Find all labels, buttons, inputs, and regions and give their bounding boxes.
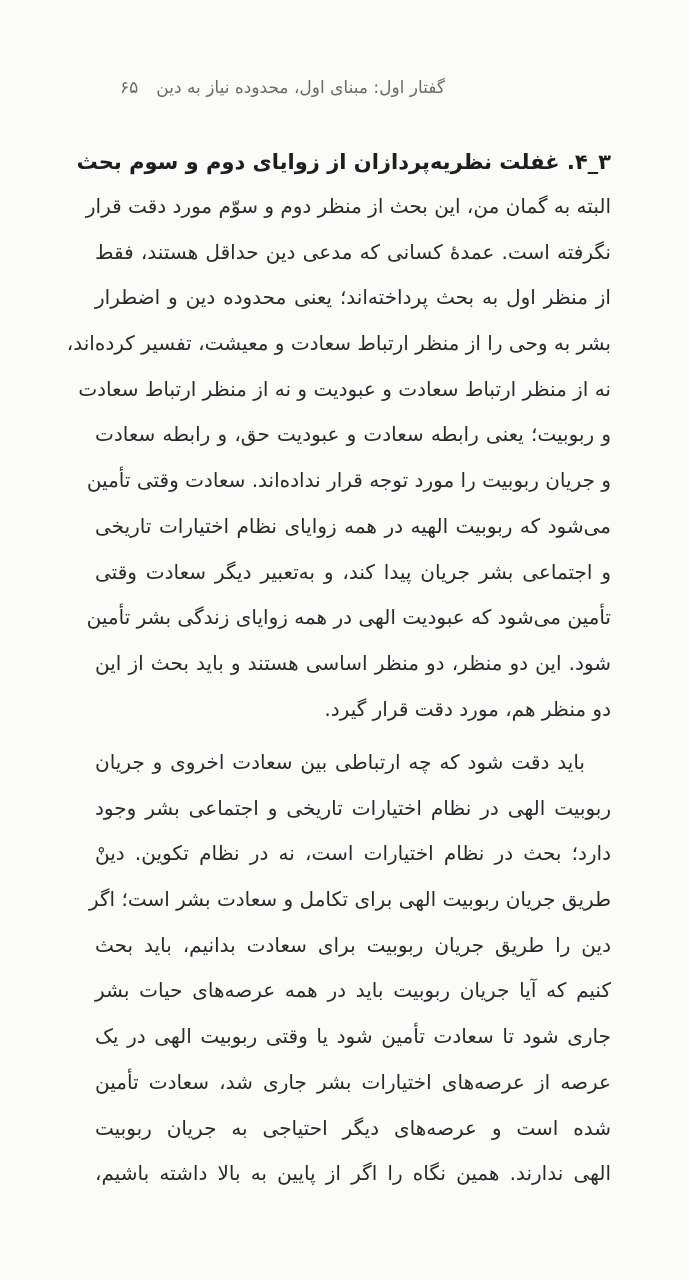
text-line: تأمین می‌شود که عبودیت الهی در همه زوایای زندگی بشر تأمین — [86, 605, 611, 630]
text-line: بشر به وحی را از منظر ارتباط سعادت و معیشت، تفسیر کرده‌اند، — [66, 331, 611, 356]
running-title: گفتار اول: مبنای اول، محدوده نیاز به دین — [156, 78, 445, 98]
text-line: از منظر اول به بحث پرداخته‌اند؛ یعنی محدوده دین و اضطرار — [95, 285, 611, 310]
text-line: دو منظر هم، مورد دقت قرار گیرد. — [324, 696, 611, 721]
text-line: ربوبیت الهی در نظام اختیارات تاریخی و اجتماعی بشر وجود — [95, 795, 611, 820]
text-line: طریق جریان ربوبیت الهی برای تکامل و سعادت بشر است؛ اگر — [89, 887, 611, 912]
text-line: البته به گمان من، این بحث از منظر دوم و سوّم مورد دقت قرار — [85, 194, 611, 218]
text-line: و ربوبیت؛ یعنی رابطه سعادت و عبودیت حق، و رابطه سعادت — [95, 422, 611, 447]
text-line: عرصه از عرصه‌های اختیارات بشر جاری شد، سعادت تأمین — [95, 1069, 611, 1094]
text-line: نه از منظر ارتباط سعادت و عبودیت و نه از منظر ارتباط سعادت — [78, 376, 611, 401]
text-line: جاری شود تا سعادت تأمین شود یا وقتی ربوبیت الهی در یک — [95, 1024, 611, 1049]
text-line: نگرفته است. عمدهٔ کسانی که مدعی دین حداقل هستند، فقط — [95, 239, 611, 264]
text-line: شده است و عرصه‌های دیگر احتیاجی به جریان ربوبیت — [95, 1115, 611, 1140]
text-line: و جریان ربوبیت را مورد توجه قرار نداده‌اند. سعادت وقتی تأمین — [86, 468, 611, 493]
text-line: می‌شود که ربوبیت الهیه در همه زوایای نظام اختیارات تاریخی — [95, 513, 611, 538]
text-line: شود. این دو منظر، دو منظر اساسی هستند و باید بحث از این — [95, 650, 611, 675]
text-line: و اجتماعی بشر جریان پیدا کند، و به‌تعبیر دیگر سعادت وقتی — [95, 559, 611, 584]
section-heading: ۳_۴. غفلت نظریه‌پردازان از زوایای دوم و سوم بحث — [76, 150, 611, 174]
text-line: کنیم که آیا جریان ربوبیت باید در همه عرصه‌های حیات بشر — [95, 978, 611, 1003]
text-line: دارد؛ بحث در نظام اختیارات است، نه در نظام تکوین. دینْ — [95, 841, 611, 866]
running-header — [85, 74, 445, 102]
text-line: دین را طریق جریان ربوبیت برای سعادت بدانیم، باید بحث — [95, 932, 611, 957]
paragraph-2 — [89, 740, 611, 1197]
text-line: باید دقت شود که چه ارتباطی بین سعادت اخروی و جریان — [95, 750, 585, 774]
paragraph-1 — [66, 184, 611, 732]
page-number: ۶۵ — [120, 78, 139, 98]
text-line: الهی ندارند. همین نگاه را اگر از پایین به بالا داشته باشیم، — [95, 1161, 611, 1186]
